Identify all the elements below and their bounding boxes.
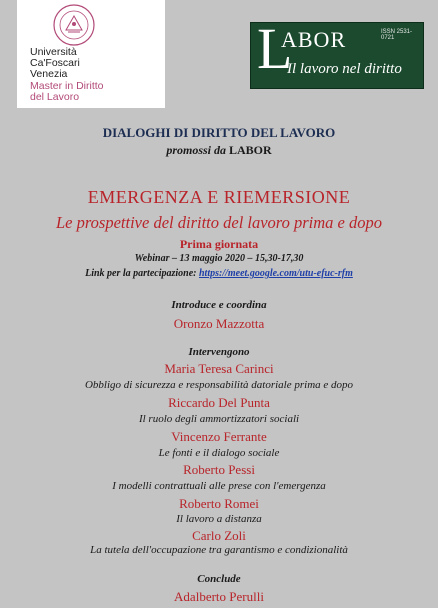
event-day: Prima giornata bbox=[179, 237, 259, 251]
ca-foscari-logo bbox=[17, 0, 165, 108]
speaker-topic: Il ruolo degli ammortizzatori sociali bbox=[138, 413, 300, 425]
speaker-topic: Obbligo di sicurezza e responsabilità datoriale prima e dopo bbox=[84, 379, 354, 391]
series-title: DIALOGHI DI DIRITTO DEL LAVORO bbox=[102, 125, 336, 140]
speaker-topic: I modelli contrattuali alle prese con l'emergenza bbox=[112, 480, 326, 492]
speaker-topic: La tutela dell'occupazione tra garantismo e condizionalità bbox=[90, 544, 348, 556]
event-subtitle: Le prospettive del diritto del lavoro prima e dopo bbox=[56, 213, 382, 232]
university-seal-icon bbox=[52, 3, 96, 47]
event-title: EMERGENZA E RIEMERSIONE bbox=[87, 187, 351, 207]
labor-initial: L bbox=[257, 16, 293, 81]
speaker-name: Maria Teresa Carinci bbox=[164, 361, 274, 376]
university-line: Università bbox=[30, 46, 77, 58]
promoted-by-line bbox=[0, 143, 438, 158]
university-line: Venezia bbox=[30, 68, 68, 80]
speaker-topic: Le fonti e il dialogo sociale bbox=[158, 447, 280, 459]
closing-name: Adalberto Perulli bbox=[174, 589, 264, 604]
speakers-heading: Intervengono bbox=[188, 346, 250, 358]
labor-word: ABOR bbox=[281, 27, 347, 52]
university-line: Ca'Foscari bbox=[30, 57, 80, 69]
event-link-line bbox=[0, 268, 438, 279]
speaker-name: Riccardo Del Punta bbox=[168, 395, 270, 410]
intro-name: Oronzo Mazzotta bbox=[173, 316, 265, 331]
speaker-name: Roberto Romei bbox=[179, 496, 259, 511]
master-line: Master in Diritto bbox=[30, 80, 104, 92]
promoted-by-text: promossi da bbox=[166, 143, 226, 157]
labor-subtitle: Il lavoro nel diritto bbox=[287, 61, 402, 77]
labor-issn: ISSN 2531-0721 bbox=[381, 29, 413, 41]
speaker-name: Vincenzo Ferrante bbox=[171, 429, 267, 444]
event-schedule: Webinar – 13 maggio 2020 – 15,30-17,30 bbox=[134, 253, 304, 264]
intro-heading: Introduce e coordina bbox=[171, 299, 267, 311]
closing-heading: Conclude bbox=[197, 573, 241, 585]
link-label: Link per la partecipazione: bbox=[85, 268, 197, 279]
speaker-name: Carlo Zoli bbox=[192, 528, 246, 543]
speaker-topic: Il lavoro a distanza bbox=[176, 513, 262, 525]
master-line: del Lavoro bbox=[30, 91, 80, 103]
labor-logo bbox=[250, 16, 424, 89]
promoted-org: LABOR bbox=[229, 143, 272, 157]
master-name bbox=[30, 81, 104, 103]
meeting-link[interactable]: https://meet.google.com/utu-efuc-rfm bbox=[199, 268, 353, 279]
speaker-name: Roberto Pessi bbox=[183, 462, 255, 477]
university-name bbox=[30, 47, 80, 80]
